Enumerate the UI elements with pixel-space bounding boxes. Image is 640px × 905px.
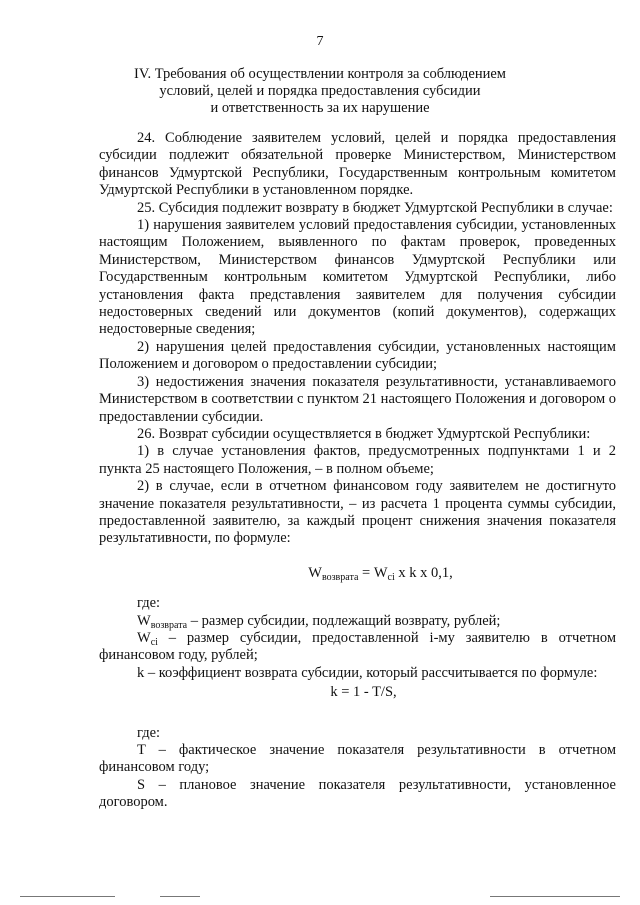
section-heading-line-2: условий, целей и порядка предоставления субсидии xyxy=(159,83,481,99)
definition-k: k – коэффициент возврата субсидии, который рассчитывается по формуле: xyxy=(137,664,598,681)
scan-bottom-marks xyxy=(20,896,620,898)
definition-w-subscript: возврата xyxy=(150,619,188,631)
definition-w-return xyxy=(99,613,616,630)
definition-s: S – плановое значение показателя результативности, установленное договором. xyxy=(99,776,616,811)
definition-wci-text: – размер субсидии, предоставленной i-му заявителю в отчетном финансовом году, рублей; xyxy=(99,629,616,664)
paragraph-26: 26. Возврат субсидии осуществляется в бюджет Удмуртской Республики: xyxy=(137,425,591,442)
definition-w-symbol: W xyxy=(137,612,151,629)
definition-w-text: – размер субсидии, подлежащий возврату, рублей; xyxy=(187,612,501,629)
where-label-2: где: xyxy=(137,724,161,741)
paragraph-25-item-3: 3) недостижения значения показателя результативности, устанавливаемого Министерством в соответствии с пунктом 21 настоящего Положения и договором о предоставлении субсидии. xyxy=(99,373,617,425)
page-number: 7 xyxy=(316,34,324,49)
paragraph-26-item-1: 1) в случае установления фактов, предусмотренных подпунктами 1 и 2 пункта 25 настоящего Положения, – в полном объеме; xyxy=(99,443,616,477)
section-heading xyxy=(0,66,640,117)
formula-ci-subscript: ci xyxy=(387,571,395,583)
definition-t: T – фактическое значение показателя результативности в отчетном финансовом году; xyxy=(99,742,616,776)
definition-wci-symbol: W xyxy=(137,629,151,646)
definition-wci-subscript: ci xyxy=(150,636,158,648)
formula-w-subscript: возврата xyxy=(321,571,359,583)
section-heading-line-1: IV. Требования об осуществлении контроля за соблюдением xyxy=(134,66,506,82)
paragraph-25-item-1: 1) нарушения заявителем условий предоставления субсидии, установленных настоящим Положением, выявленного по фактам проверок, проведенных Министерством, Министерством финансов Удмуртской Республики или Государственным контрольным комитетом Удмуртской Республики, либо установления факта представления заявителем для получения субсидии недостоверных сведений или документов (копий документов), содержащих недостоверные сведения; xyxy=(99,217,616,338)
document-body xyxy=(99,130,616,812)
formula-w: W xyxy=(308,564,322,581)
paragraph-25-item-2: 2) нарушения целей предоставления субсидии, установленных настоящим Положением и договором о предоставлении субсидии; xyxy=(99,338,616,373)
paragraph-24: 24. Соблюдение заявителем условий, целей и порядка предоставления субсидии подлежит обязательной проверке Министерством, Министерством финансов Удмуртской Республики, Государственным контрольным комитетом Удмуртской Республики в установленном порядке. xyxy=(99,130,616,199)
definition-w-ci xyxy=(99,630,616,665)
section-heading-line-3: и ответственность за их нарушение xyxy=(210,100,430,116)
formula-coefficient: k = 1 - T/S, xyxy=(330,684,397,701)
formula-eq: = W xyxy=(358,564,388,581)
where-label-1: где: xyxy=(137,595,161,612)
paragraph-25: 25. Субсидия подлежит возврату в бюджет Удмуртской Республики в случае: xyxy=(137,199,613,216)
paragraph-26-item-2: 2) в случае, если в отчетном финансовом году заявителем не достигнуто значение показателя результативности, – из расчета 1 процента суммы субсидии, предоставленной заявителю, за каждый процент снижения значения показателя результативности, по формуле: xyxy=(99,478,616,547)
formula-return-amount xyxy=(99,565,616,582)
formula-rest: x k x 0,1, xyxy=(394,564,453,581)
